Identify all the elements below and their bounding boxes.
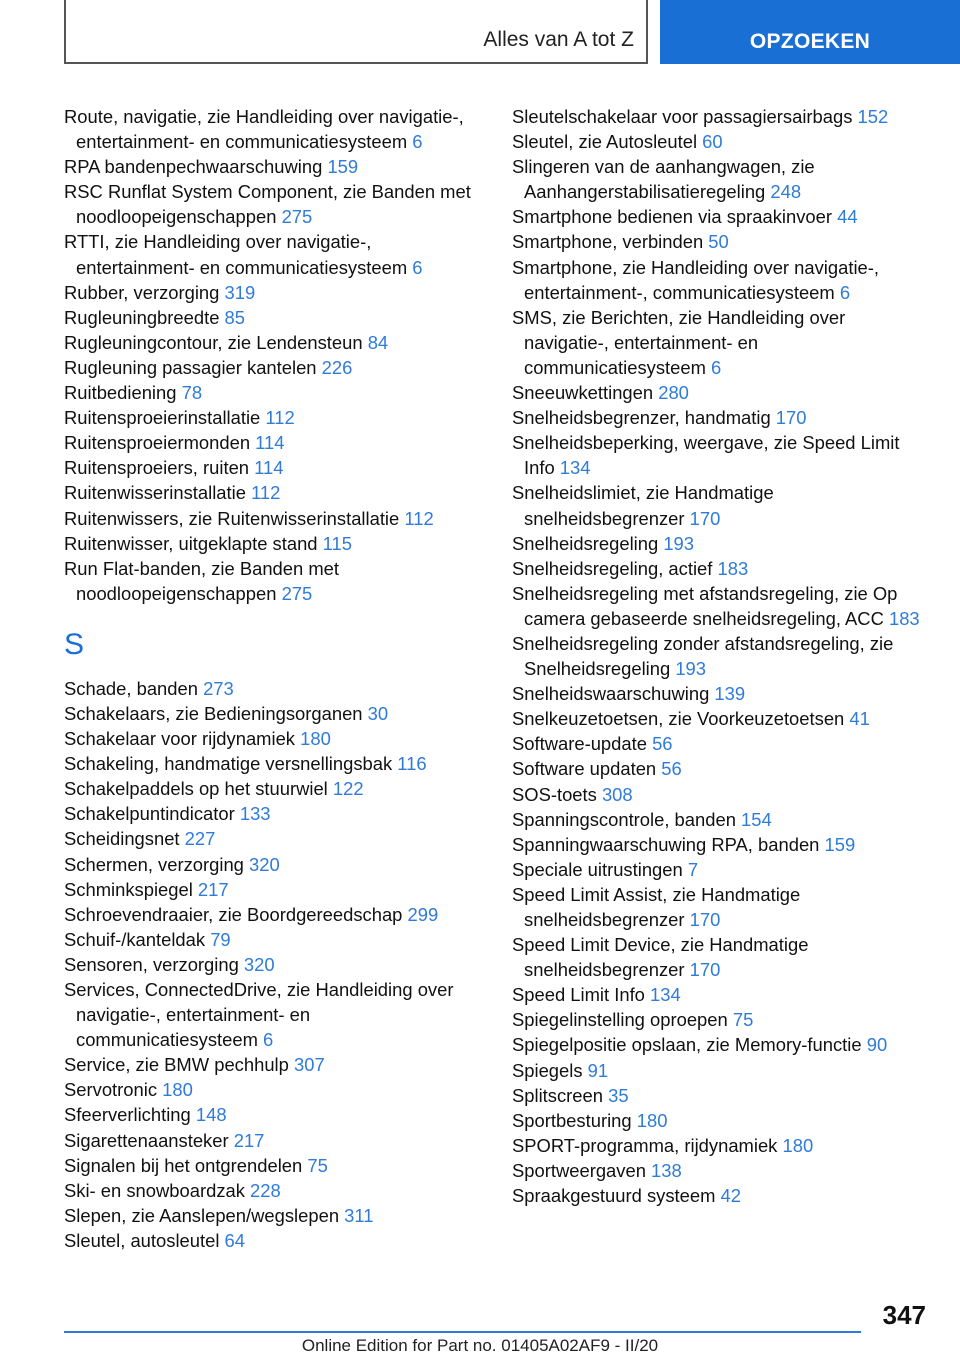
page-reference-link[interactable]: 60 [702,131,723,153]
index-group-s [64,676,484,1253]
page-reference-link[interactable]: 6 [412,131,423,153]
page-reference-link[interactable]: 85 [224,306,246,328]
index-entry [64,305,484,330]
page-reference-link[interactable]: 148 [195,1104,227,1126]
page-reference-link[interactable]: 180 [782,1134,814,1156]
index-entry-term: Service, zie BMW pechhulp [64,1054,294,1076]
index-entry [512,982,930,1007]
index-entry [512,631,930,681]
index-entry-term: Speed Limit Info [512,984,651,1006]
index-entry [512,681,930,706]
index-entry-term: Snelheidsregeling, actief [512,557,718,579]
index-entry-term: Slepen, zie Aanslepen/wegslepen [64,1204,345,1226]
page-reference-link[interactable]: 275 [281,206,313,228]
page-reference-link[interactable]: 180 [636,1109,668,1131]
index-entry-term: Schakeling, handmatige versnellingsbak [64,753,398,775]
index-entry-term: Ruitbediening [64,382,182,404]
index-group-r [64,104,484,606]
page-reference-link[interactable]: 112 [265,407,295,429]
index-entry-term: SOS-toets [512,783,602,805]
page-reference-link[interactable]: 133 [239,803,271,825]
index-entry-term: Rugleuning passagier kantelen [64,356,322,378]
index-entry [64,556,484,606]
index-entry [512,380,930,405]
index-entry [64,506,484,531]
index-entry [64,280,484,305]
index-entry [512,229,930,254]
index-entry-term: Schakelpuntindicator [64,803,240,825]
index-entry [512,1108,930,1133]
page-reference-link[interactable]: 159 [327,156,359,178]
page-reference-link[interactable]: 227 [184,828,216,850]
index-entry [64,776,484,801]
page-reference-link[interactable]: 320 [243,953,275,975]
index-entry-term: Rubber, verzorging [64,281,225,303]
index-column-left [64,104,484,1253]
index-entry [512,706,930,731]
index-entry [512,1133,930,1158]
page-reference-link[interactable]: 311 [344,1204,374,1226]
page-reference-link[interactable]: 275 [281,582,313,604]
index-entry-term: Speed Limit Assist, zie Handmatige snelheidsbegrenzer [512,883,801,930]
index-entry-term: Sportbesturing [512,1109,637,1131]
index-entry-term: Schminkspiegel [64,878,198,900]
index-entry [64,1178,484,1203]
index-entry-term: Spiegelinstelling oproepen [512,1009,733,1031]
index-entry [512,782,930,807]
page-reference-link[interactable]: 228 [250,1179,281,1201]
index-entry-term: Snelkeuzetoetsen, zie Voorkeuzetoetsen [512,708,850,730]
index-entry [64,952,484,977]
page-reference-link[interactable]: 319 [224,281,256,303]
index-entry-term: Sigarettenaansteker [64,1129,234,1151]
index-entry-term: Spanningscontrole, banden [512,808,742,830]
page-reference-link[interactable]: 183 [888,607,920,629]
index-entry-term: Ruitensproeiers, ruiten [64,457,255,479]
page-reference-link[interactable]: 280 [658,382,689,404]
section-tab[interactable] [64,0,648,64]
index-entry-term: Sportweergaven [512,1159,652,1181]
page-reference-link[interactable]: 170 [689,507,721,529]
index-entry [64,826,484,851]
index-entry-term: Servotronic [64,1079,163,1101]
page-reference-link[interactable]: 320 [249,853,280,875]
index-entry-term: Sleutel, zie Autosleutel [512,131,703,153]
index-entry [512,129,930,154]
page-reference-link[interactable]: 217 [197,878,229,900]
index-entry-term: Software-update [512,733,653,755]
index-entry [512,1058,930,1083]
index-entry-term: Rugleuningcontour, zie Lendensteun [64,331,368,353]
index-entry-term: SPORT-programma, rijdynamiek [512,1134,783,1156]
page-reference-link[interactable]: 90 [866,1034,888,1056]
page-reference-link[interactable]: 91 [587,1059,609,1081]
index-entry [512,932,930,982]
index-entry-term: Sfeerverlichting [64,1104,196,1126]
page-reference-link[interactable]: 6 [263,1029,274,1051]
page-reference-link[interactable]: 44 [837,206,858,228]
index-entry [64,1077,484,1102]
index-entry [64,355,484,380]
index-entry-term: Schade, banden [64,677,204,699]
index-entry-term: Schakelaar voor rijdynamiek [64,728,301,750]
index-entry-term: Schuif-/kanteldak [64,928,211,950]
index-entry [512,531,930,556]
page-reference-link[interactable]: 170 [689,909,721,930]
index-entry-term: Smartphone bedienen via spraakinvoer [512,206,838,228]
index-entry-term: Ruitensproeierinstallatie [64,407,266,429]
page-reference-link[interactable]: 6 [839,281,851,303]
page-reference-link[interactable]: 180 [162,1079,193,1101]
index-entry [512,154,930,204]
index-entry-term: Schakelpaddels op het stuurwiel [64,778,333,800]
page-reference-link[interactable]: 307 [293,1054,325,1076]
index-entry-term: Schermen, verzorging [64,853,250,875]
index-entry-term: Speed Limit Device, zie Handmatige snelheidsbegrenzer [512,934,809,981]
index-entry-term: Snelheidswaarschuwing [512,683,715,705]
page-reference-link[interactable]: 6 [412,256,423,278]
index-entry [512,1183,930,1208]
index-entry-term: Software updaten [512,758,662,780]
index-entry-term: Schakelaars, zie Bedieningsorganen [64,702,368,724]
page-reference-link[interactable]: 84 [367,331,389,353]
index-entry-term: Snelheidslimiet, zie Handmatige snelheidsbegrenzer [512,482,774,529]
page-reference-link[interactable]: 170 [775,407,807,429]
index-entry [64,852,484,877]
page-reference-link[interactable]: 78 [181,382,203,404]
index-entry [512,1032,930,1057]
index-entry [512,255,930,305]
index-entry-term: Ruitenwisserinstallatie [64,482,252,504]
index-entry-term: Ruitensproeiermonden [64,432,256,454]
page-reference-link[interactable]: 114 [255,432,285,454]
index-entry [64,1128,484,1153]
index-entry [512,204,930,229]
page-reference-link[interactable]: 75 [307,1154,328,1176]
index-entry [64,1153,484,1178]
footer-edition: Online Edition for Part no. 01405A02AF9 - II/20 [301,1336,659,1355]
index-entry [64,531,484,556]
page-reference-link[interactable]: 138 [651,1159,682,1181]
index-entry [64,676,484,701]
page-reference-link[interactable]: 134 [559,457,591,479]
index-entry [64,751,484,776]
index-entry [512,405,930,430]
index-entry [64,902,484,927]
index-entry-term: Ruitenwisser, uitgeklapte stand [64,532,323,554]
index-entry [64,480,484,505]
page-reference-link[interactable]: 41 [849,708,870,730]
index-entry [64,229,484,279]
page-reference-link[interactable]: 152 [857,106,889,127]
index-entry-term: Smartphone, verbinden [512,231,709,253]
index-entry-term: Snelheidsbegrenzer, handmatig [512,407,776,429]
index-entry-term: Signalen bij het ontgrendelen [64,1154,308,1176]
page-reference-link[interactable]: 154 [741,808,772,830]
index-group-s-continued [512,104,930,1208]
page-reference-link[interactable]: 7 [687,858,699,880]
index-entry-term: Sleutelschakelaar voor passagiersairbags [512,106,858,127]
index-entry [64,1052,484,1077]
section-letter: S [64,627,85,661]
page-reference-link[interactable]: 273 [203,677,234,699]
page-reference-link[interactable]: 114 [254,457,284,479]
index-entry-term: Snelheidsbeperking, weergave, zie Speed Limit Info [512,432,900,479]
index-entry [64,1102,484,1127]
index-column-right [512,104,930,1208]
page-reference-link[interactable]: 112 [251,482,281,504]
index-entry-term: Route, navigatie, zie Handleiding over navigatie-, entertainment- en communicatiesysteem [64,106,464,153]
page-reference-link[interactable]: 217 [233,1129,265,1151]
page-reference-link[interactable]: 115 [322,532,352,554]
index-entry [64,179,484,229]
index-entry [64,877,484,902]
page-reference-link[interactable]: 50 [708,231,729,253]
section-tab-label: Alles van A tot Z [483,28,634,51]
page-reference-link[interactable]: 75 [732,1009,754,1031]
page-reference-link[interactable]: 308 [601,783,633,805]
index-entry [64,801,484,826]
page-reference-link[interactable]: 42 [720,1185,741,1207]
index-entry [512,581,930,631]
index-entry [64,430,484,455]
index-entry [64,1228,484,1253]
index-entry-term: Spraakgestuurd systeem [512,1185,721,1207]
index-entry [512,1007,930,1032]
page-reference-link[interactable]: 139 [714,683,746,705]
page-reference-link[interactable]: 170 [689,959,721,981]
index-entry-term: Spanningwaarschuwing RPA, banden [512,833,825,855]
index-entry [64,104,484,154]
page-reference-link[interactable]: 134 [650,984,681,1006]
index-entry [512,731,930,756]
index-entry-term: Snelheidsregeling met afstandsregeling, zie Op camera gebaseerde snelheidsregeling, ACC [512,582,898,629]
footer-divider [64,1331,861,1333]
index-entry [64,927,484,952]
page-reference-link[interactable]: 193 [675,658,707,680]
index-entry-term: Scheidingsnet [64,828,185,850]
index-entry-term: Rugleuningbreedte [64,306,225,328]
index-entry [64,701,484,726]
page-reference-link[interactable]: 30 [367,702,389,724]
index-entry [512,1083,930,1108]
index-entry [64,977,484,1052]
page-reference-link[interactable]: 122 [332,778,364,800]
index-entry-term: Sneeuwkettingen [512,382,659,404]
page-reference-link[interactable]: 226 [321,356,353,378]
index-entry-term: Sleutel, autosleutel [64,1229,225,1251]
page-reference-link[interactable]: 64 [224,1229,245,1251]
index-entry [512,807,930,832]
index-entry-term: Spiegelpositie opslaan, zie Memory-functie [512,1034,867,1056]
index-entry-term: Ski- en snowboardzak [64,1179,251,1201]
index-entry-term: Slingeren van de aanhangwagen, zie Aanhangerstabilisatieregeling [512,156,815,203]
page-reference-link[interactable]: 35 [608,1084,629,1106]
index-entry [512,480,930,530]
index-entry-term: Ruitenwissers, zie Ruitenwisserinstallatie [64,507,405,529]
index-entry-term: Spiegels [512,1059,588,1081]
page-reference-link[interactable]: 180 [300,728,331,750]
index-entry-term: Smartphone, zie Handleiding over navigatie-, entertainment-, communicatiesysteem [512,256,880,303]
index-entry [512,556,930,581]
page-reference-link[interactable]: 299 [407,903,439,925]
page-reference-link[interactable]: 193 [663,532,695,554]
index-entry [512,882,930,932]
index-entry [64,1203,484,1228]
index-entry [512,305,930,380]
index-entry [512,430,930,480]
page-reference-link[interactable]: 159 [824,833,856,855]
page-reference-link[interactable]: 79 [210,928,231,950]
index-entry-term: Services, ConnectedDrive, zie Handleiding over navigatie-, entertainment- en communicatiesysteem [64,979,454,1051]
index-entry-term: Snelheidsregeling [512,532,664,554]
search-button[interactable]: OPZOEKEN [660,0,960,64]
index-entry [64,455,484,480]
page-reference-link[interactable]: 183 [717,557,749,579]
page-reference-link[interactable]: 56 [661,758,682,780]
index-entry-term: RSC Runflat System Component, zie Banden met noodloopeigenschappen [64,181,471,228]
index-entry [64,726,484,751]
page-reference-link[interactable]: 112 [404,507,434,529]
index-entry-term: Snelheidsregeling zonder afstandsregeling, zie Snelheidsregeling [512,632,894,680]
index-entry-term: SMS, zie Berichten, zie Handleiding over navigatie-, entertainment- en communicatiesysteem [512,306,846,378]
index-entry [64,330,484,355]
page-number: 347 [882,1300,926,1330]
index-entry-term: Sensoren, verzorging [64,953,244,975]
index-entry-term: Run Flat-banden, zie Banden met noodloopeigenschappen [64,557,340,604]
index-entry [64,405,484,430]
page-reference-link[interactable]: 6 [711,356,722,378]
index-entry [512,832,930,857]
index-entry [512,1158,930,1183]
index-entry [64,380,484,405]
index-entry-term: RPA bandenpechwaarschuwing [64,156,328,178]
page-reference-link[interactable]: 248 [770,181,802,203]
index-entry-term: Splitscreen [512,1084,609,1106]
index-entry-term: Schroevendraaier, zie Boordgereedschap [64,903,408,925]
index-entry-term: Speciale uitrustingen [512,858,688,880]
index-entry-term: RTTI, zie Handleiding over navigatie-, entertainment- en communicatiesysteem [64,231,413,278]
index-entry [512,857,930,882]
index-entry [512,756,930,781]
page-reference-link[interactable]: 56 [652,733,673,755]
index-entry [64,154,484,179]
page-reference-link[interactable]: 116 [397,753,427,775]
index-entry [512,104,930,129]
